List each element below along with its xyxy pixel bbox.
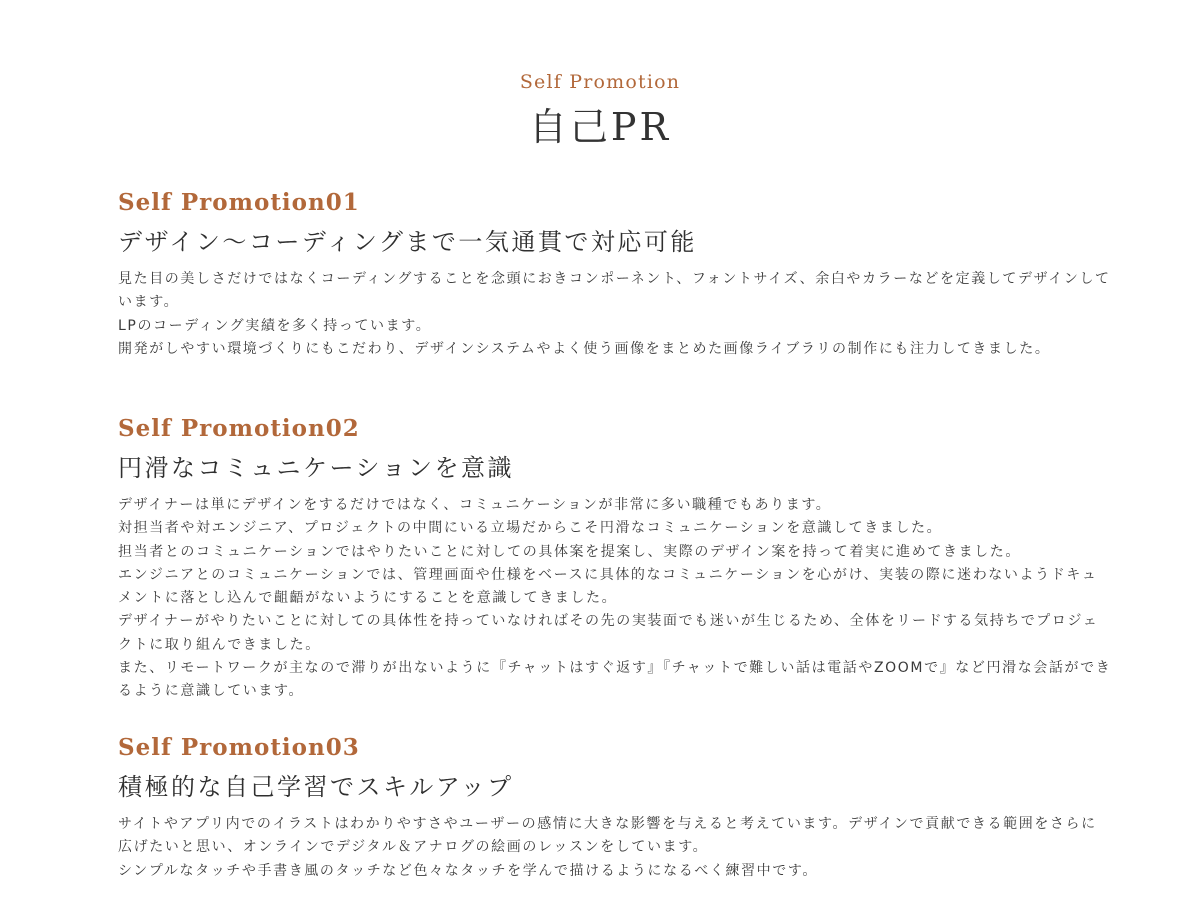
self-promotion-section-03 xyxy=(118,731,1112,883)
section-heading: 積極的な自己学習でスキルアップ xyxy=(118,773,514,801)
page-title: 自己PR xyxy=(528,105,672,149)
section-body xyxy=(118,268,1112,361)
section-body xyxy=(118,813,1112,883)
section-paragraph: 開発がしやすい環境づくりにもこだわり、デザインシステムやよく使う画像をまとめた画像ライブラリの制作にも注力してきました。 xyxy=(118,340,1051,357)
page-eyebrow: Self Promotion xyxy=(519,71,681,93)
section-paragraph: また、リモートワークが主なので滞りが出ないように『チャットはすぐ返す』『チャットで難しい話は電話やZOOMで』など円滑な会話ができるように意識しています。 xyxy=(118,660,1112,700)
self-promotion-section-02 xyxy=(118,412,1112,704)
section-label: Self Promotion03 xyxy=(118,734,360,761)
section-paragraph: 対担当者や対エンジニア、プロジェクトの中間にいる立場だからこそ円滑なコミュニケーションを意識してきました。 xyxy=(118,520,943,537)
self-promotion-section-01 xyxy=(118,186,1112,361)
section-heading: 円滑なコミュニケーションを意識 xyxy=(118,454,515,482)
section-paragraph: サイトやアプリ内でのイラストはわかりやすさやユーザーの感情に大きな影響を与えると考えています。デザインで貢献できる範囲をさらに広げたいと思い、オンラインでデジタル＆アナログの絵画のレッスンをしています。 xyxy=(118,816,1097,856)
section-paragraph: エンジニアとのコミュニケーションでは、管理画面や仕様をベースに具体的なコミュニケーションを心がけ、実装の際に迷わないようドキュメントに落とし込んで齟齬がないようにすることを意識してきました。 xyxy=(118,566,1098,607)
section-paragraph: デザイナーがやりたいことに対しての具体性を持っていなければその先の実装面でも迷いが生じるため、全体をリードする気持ちでプロジェクトに取り組んできました。 xyxy=(118,613,1099,653)
page-header xyxy=(0,0,1200,152)
section-body xyxy=(118,494,1112,704)
section-label: Self Promotion02 xyxy=(118,415,360,442)
section-paragraph: デザイナーは単にデザインをするだけではなく、コミュニケーションが非常に多い職種でもあります。 xyxy=(118,497,832,513)
section-label: Self Promotion01 xyxy=(118,189,360,216)
section-paragraph: 担当者とのコミュニケーションではやりたいことに対しての具体案を提案し、実際のデザイン案を持って着実に進めてきました。 xyxy=(118,543,1021,560)
section-paragraph: 見た目の美しさだけではなくコーディングすることを念頭におきコンポーネント、フォントサイズ、余白やカラーなどを定義してデザインしています。 xyxy=(118,271,1111,311)
section-paragraph: シンプルなタッチや手書き風のタッチなど色々なタッチを学んで描けるようになるべく練習中です。 xyxy=(118,862,818,879)
section-heading: デザイン〜コーディングまで一気通貫で対応可能 xyxy=(118,228,697,256)
section-paragraph: LPのコーディング実績を多く持っています。 xyxy=(118,317,432,334)
